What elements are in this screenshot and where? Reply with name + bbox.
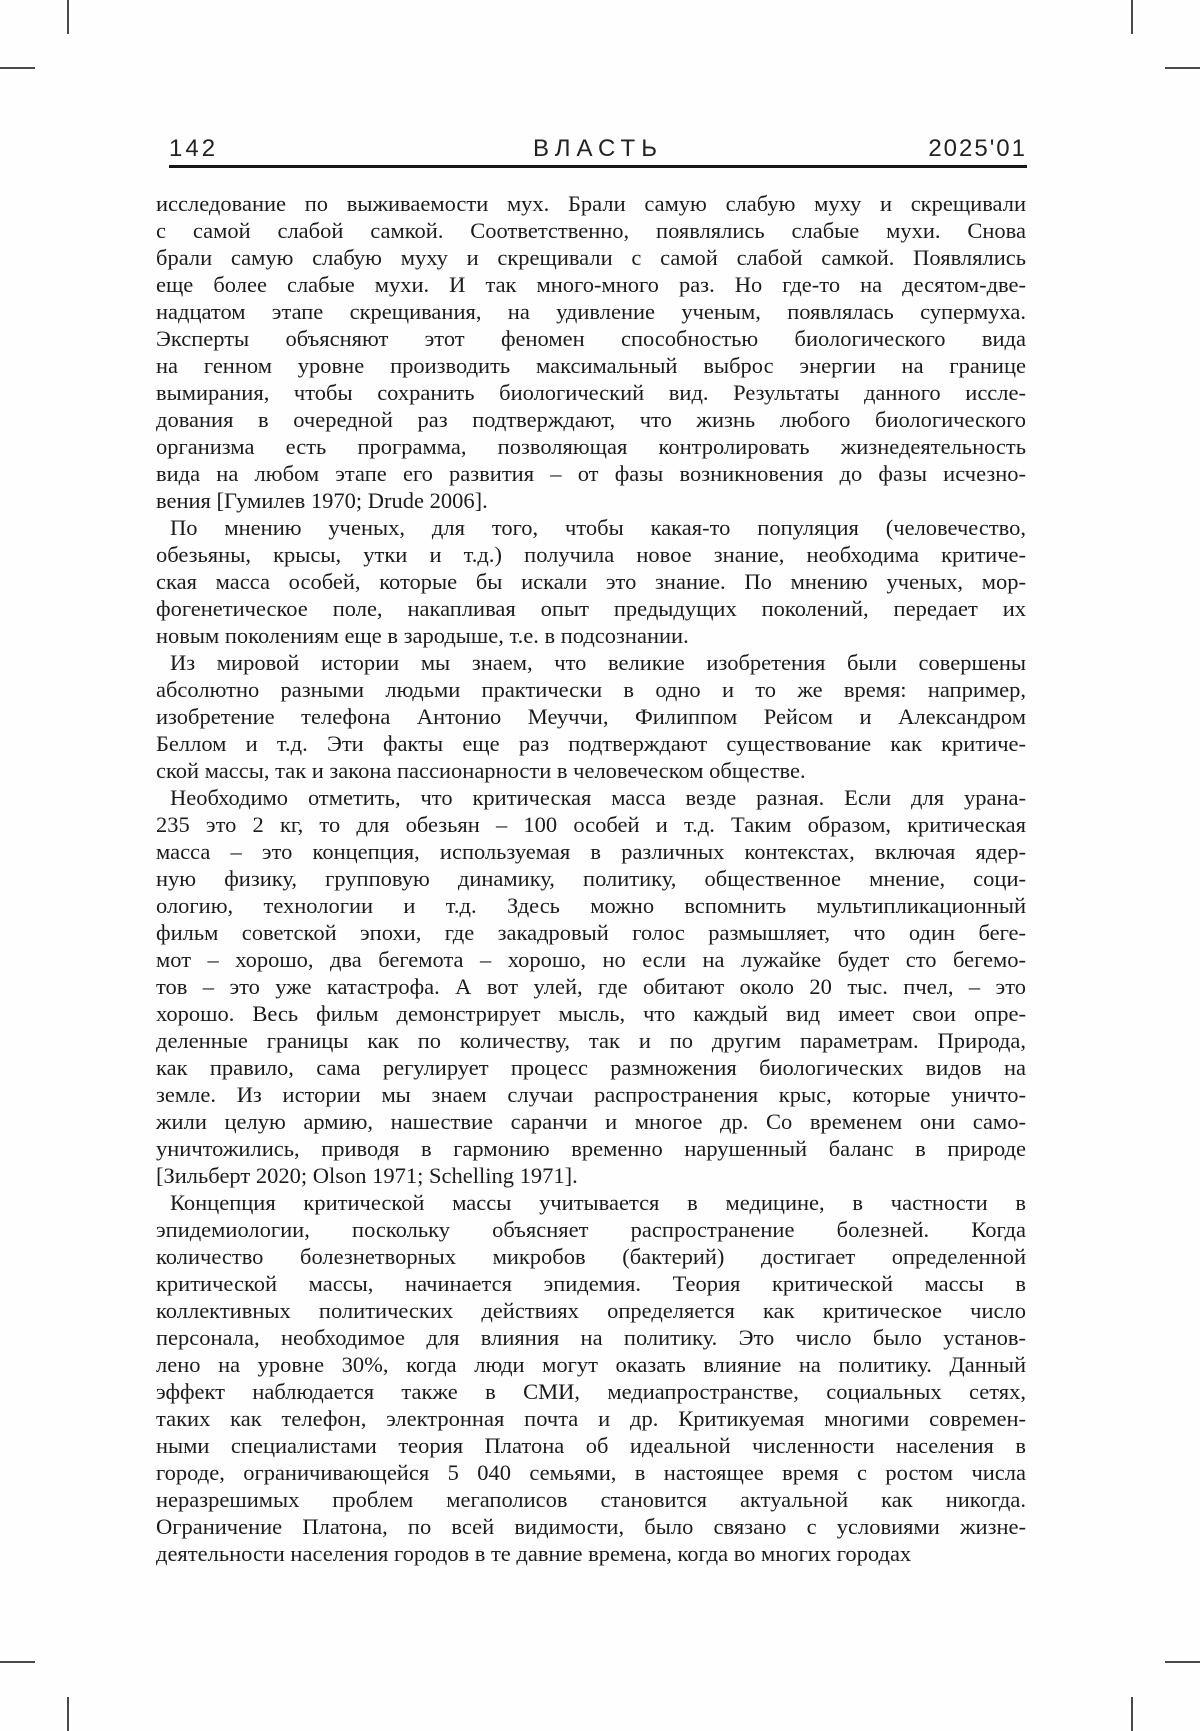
text-line: неразрешимых проблем мегаполисов становится актуальной как никогда. bbox=[156, 1487, 1026, 1512]
text-line: ными специалистами теория Платона об идеальной численности населения в bbox=[156, 1433, 1026, 1458]
text-line: жили целую армию, нашествие саранчи и многое др. Со временем они само- bbox=[156, 1109, 1026, 1134]
text-line: лено на уровне 30%, когда люди могут оказать влияние на политику. Данный bbox=[156, 1352, 1026, 1377]
text-line: деленные границы как по количеству, так и по другим параметрам. Природа, bbox=[156, 1028, 1026, 1053]
text-line: ную физику, групповую динамику, политику, общественное мнение, соци- bbox=[156, 866, 1026, 891]
text-line: обезьяны, крысы, утки и т.д.) получила новое знание, необходима критиче- bbox=[156, 542, 1026, 567]
text-line: еще более слабые мухи. И так много-много раз. Но где-то на десятом-две- bbox=[156, 272, 1026, 297]
crop-mark-top-left-horizontal bbox=[0, 67, 35, 69]
crop-mark-bottom-right-horizontal bbox=[1165, 1661, 1200, 1663]
text-line: вения [Гумилев 1970; Drude 2006]. bbox=[156, 488, 488, 513]
text-line: как правило, сама регулирует процесс размножения биологических видов на bbox=[156, 1055, 1026, 1080]
text-line: количество болезнетворных микробов (бактерий) достигает определенной bbox=[156, 1244, 1026, 1269]
text-line: По мнению ученых, для того, чтобы какая-то популяция (человечество, bbox=[170, 515, 1026, 540]
crop-mark-top-left-vertical bbox=[67, 0, 69, 34]
page-number: 142 bbox=[169, 135, 219, 162]
text-line: ская масса особей, которые бы искали это знание. По мнению ученых, мор- bbox=[156, 569, 1026, 594]
text-line: дования в очередной раз подтверждают, что жизнь любого биологического bbox=[156, 407, 1026, 432]
text-line: Ограничение Платона, по всей видимости, было связано с условиями жизне- bbox=[156, 1514, 1026, 1539]
crop-mark-bottom-right-vertical bbox=[1131, 1697, 1133, 1731]
text-line: земле. Из истории мы знаем случаи распространения крыс, которые уничто- bbox=[156, 1082, 1026, 1107]
text-line: тов – это уже катастрофа. А вот улей, где обитают около 20 тыс. пчел, – это bbox=[156, 974, 1026, 999]
text-line: фогенетическое поле, накапливая опыт предыдущих поколений, передает их bbox=[156, 596, 1026, 621]
crop-mark-bottom-left-vertical bbox=[67, 1697, 69, 1731]
issue-number: 2025'01 bbox=[928, 135, 1027, 162]
text-line: надцатом этапе скрещивания, на удивление ученым, появлялась супермуха. bbox=[156, 299, 1026, 324]
text-line: исследование по выживаемости мух. Брали самую слабую муху и скрещивали bbox=[156, 191, 1026, 216]
header-rule bbox=[169, 165, 1027, 168]
text-line: таких как телефон, электронная почта и др. Критикуемая многими современ- bbox=[156, 1406, 1026, 1431]
text-line: [Зильберт 2020; Olson 1971; Schelling 1971]. bbox=[156, 1163, 578, 1188]
text-line: коллективных политических действиях определяется как критическое число bbox=[156, 1298, 1026, 1323]
text-line: Эксперты объясняют этот феномен способностью биологического вида bbox=[156, 326, 1026, 351]
text-line: изобретение телефона Антонио Меуччи, Филиппом Рейсом и Александром bbox=[156, 704, 1026, 729]
journal-title: ВЛАСТЬ bbox=[533, 135, 663, 162]
text-line: брали самую слабую муху и скрещивали с самой слабой самкой. Появлялись bbox=[156, 245, 1026, 270]
text-line: организма есть программа, позволяющая контролировать жизнедеятельность bbox=[156, 434, 1026, 459]
text-line: вымирания, чтобы сохранить биологический вид. Результаты данного иссле- bbox=[156, 380, 1026, 405]
text-line: с самой слабой самкой. Соответственно, появлялись слабые мухи. Снова bbox=[156, 218, 1026, 243]
text-line: Необходимо отметить, что критическая масса везде разная. Если для урана- bbox=[170, 785, 1026, 810]
page-header bbox=[156, 136, 1027, 168]
text-line: Концепция критической массы учитывается в медицине, в частности в bbox=[170, 1190, 1026, 1215]
text-line: Из мировой истории мы знаем, что великие изобретения были совершены bbox=[170, 650, 1026, 675]
text-line: эпидемиологии, поскольку объясняет распространение болезней. Когда bbox=[156, 1217, 1026, 1242]
text-line: ологию, технологии и т.д. Здесь можно вспомнить мультипликационный bbox=[156, 893, 1026, 918]
text-line: на генном уровне производить максимальный выброс энергии на границе bbox=[156, 353, 1026, 378]
crop-mark-top-right-vertical bbox=[1131, 0, 1133, 34]
text-line: Беллом и т.д. Эти факты еще раз подтверждают существование как критиче- bbox=[156, 731, 1026, 756]
crop-mark-bottom-left-horizontal bbox=[0, 1661, 35, 1663]
text-line: деятельности населения городов в те давние времена, когда во многих городах bbox=[156, 1541, 912, 1566]
text-line: критической массы, начинается эпидемия. Теория критической массы в bbox=[156, 1271, 1026, 1296]
text-line: уничтожились, приводя в гармонию временно нарушенный баланс в природе bbox=[156, 1136, 1026, 1161]
header-row bbox=[169, 136, 1027, 162]
text-line: новым поколениям еще в зародыше, т.е. в подсознании. bbox=[156, 623, 689, 648]
text-line: персонала, необходимое для влияния на политику. Это число было установ- bbox=[156, 1325, 1026, 1350]
text-line: 235 это 2 кг, то для обезьян – 100 особей и т.д. Таким образом, критическая bbox=[156, 812, 1026, 837]
text-line: городе, ограничивающейся 5 040 семьями, в настоящее время с ростом числа bbox=[156, 1460, 1026, 1485]
text-line: мот – хорошо, два бегемота – хорошо, но если на лужайке будет сто бегемо- bbox=[156, 947, 1026, 972]
text-line: абсолютно разными людьми практически в одно и то же время: например, bbox=[156, 677, 1026, 702]
text-line: фильм советской эпохи, где закадровый голос размышляет, что один беге- bbox=[156, 920, 1026, 945]
text-line: эффект наблюдается также в СМИ, медиапространстве, социальных сетях, bbox=[156, 1379, 1026, 1404]
text-line: хорошо. Весь фильм демонстрирует мысль, что каждый вид имеет свои опре- bbox=[156, 1001, 1026, 1026]
body-text bbox=[156, 190, 1026, 1567]
crop-mark-top-right-horizontal bbox=[1165, 67, 1200, 69]
text-line: вида на любом этапе его развития – от фазы возникновения до фазы исчезно- bbox=[156, 461, 1026, 486]
text-line: масса – это концепция, используемая в различных контекстах, включая ядер- bbox=[156, 839, 1026, 864]
text-line: ской массы, так и закона пассионарности в человеческом обществе. bbox=[156, 758, 806, 783]
